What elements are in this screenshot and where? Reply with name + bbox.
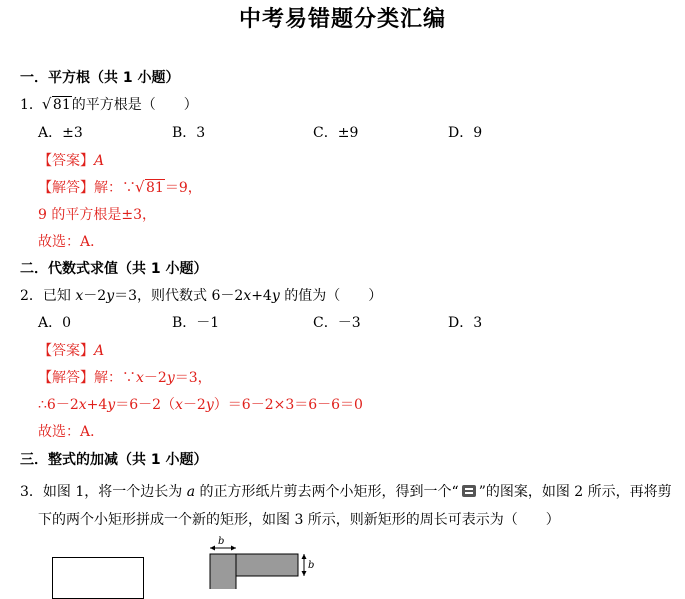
- q2-answer: 【答案】A: [38, 343, 105, 359]
- q1-option-a[interactable]: A．±3: [38, 125, 83, 141]
- label-b-right: b: [308, 560, 315, 571]
- section-heading-1: 一．平方根（共 1 小题）: [20, 70, 180, 86]
- document-title: 中考易错题分类汇编: [238, 7, 446, 32]
- arrow-head: [302, 554, 307, 559]
- arrow-head: [302, 571, 307, 576]
- label-b-top: b: [218, 536, 225, 547]
- q1-solution-line-1: 【解答】解：∵√ 81＝9，: [38, 177, 202, 197]
- q1-option-b[interactable]: B．3: [172, 125, 206, 141]
- arrow-head: [231, 546, 236, 551]
- section-heading-2: 二．代数式求值（共 1 小题）: [20, 261, 208, 277]
- section-heading-3: 三．整式的加减（共 1 小题）: [20, 452, 208, 468]
- q2-option-b[interactable]: B．－1: [172, 315, 220, 331]
- s-shape-icon: [462, 485, 476, 497]
- sqrt-symbol: √ 81: [43, 97, 72, 113]
- q1-solution-line-2: 9 的平方根是±3，: [38, 207, 156, 223]
- q2-solution-line-1: 【解答】解：∵x－2y＝3，: [38, 370, 212, 386]
- gray-rectangle-left: [210, 554, 236, 589]
- arrow-head: [210, 546, 215, 551]
- sqrt-symbol: √ 81: [136, 180, 165, 196]
- q2-solution-line-3: 故选：A．: [38, 424, 105, 440]
- question-3-stem-line-2: 下的两个小矩形拼成一个新的矩形，如图 3 所示，则新矩形的周长可表示为（ ）: [38, 512, 560, 528]
- q2-option-c[interactable]: C．－3: [313, 315, 361, 331]
- question-2-stem: 2．已知 x－2y＝3，则代数式 6－2x+4y 的值为（ ）: [20, 288, 383, 304]
- figure-1-square: [52, 557, 144, 599]
- q1-solution-line-3: 故选：A．: [38, 234, 105, 250]
- q2-option-d[interactable]: D．3: [448, 315, 483, 331]
- question-1-stem: 1．√ 81的平方根是（ ）: [20, 94, 198, 114]
- question-3-stem-line-1: 3．如图 1，将一个边长为 a 的正方形纸片剪去两个小矩形，得到一个“ ”的图案，如图 2 所示，再将剪: [20, 484, 672, 500]
- q2-solution-line-2: ∴6－2x+4y＝6－2（x－2y）＝6－2×3＝6－6＝0: [38, 397, 363, 413]
- q1-option-c[interactable]: C．±9: [313, 125, 359, 141]
- q2-option-a[interactable]: A．0: [38, 315, 72, 331]
- gray-rectangle-top: [236, 554, 298, 576]
- q1-option-d[interactable]: D．9: [448, 125, 483, 141]
- figure-rectangles: [200, 534, 330, 589]
- q1-answer: 【答案】A: [38, 153, 105, 169]
